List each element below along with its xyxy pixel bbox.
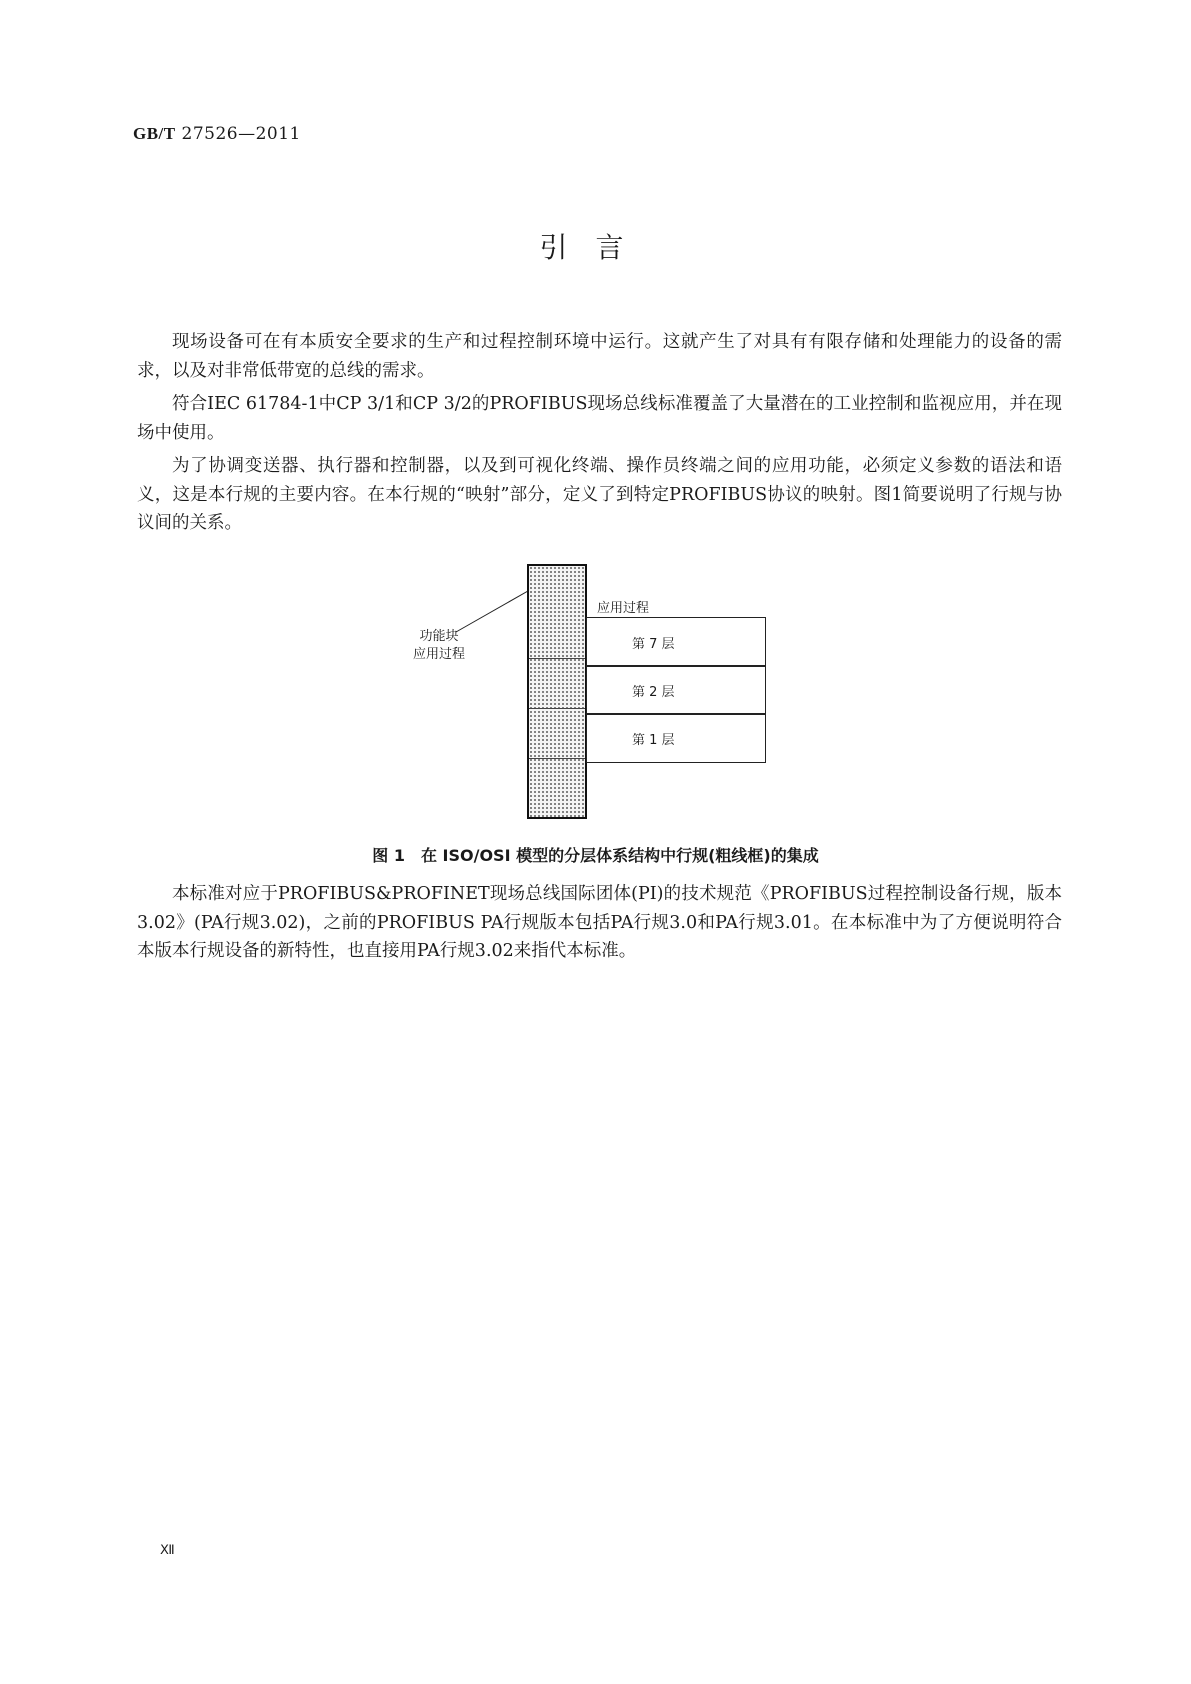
paragraph: 本标准对应于PROFIBUS&PROFINET现场总线国际团体(PI)的技术规范《PROFIBUS过程控制设备行规，版本3.02》(PA行规3.02)，之前的PROFIBUS PA行规版本包括PA行规3.0和PA行规3.01。在本标准中为了方便说明符合本版本行规设备的新特性，也直接用PA行规3.02来指代本标准。 [137,884,1062,961]
profile-column [527,564,587,819]
column-divider [529,708,585,709]
page-title: 引言 [539,231,652,264]
intro-text [137,328,1062,543]
label-function-block [409,628,469,664]
column-divider [529,758,585,759]
page-number: Ⅻ [160,1542,175,1557]
paragraph: 为了协调变送器、执行器和控制器，以及到可视化终端、操作员终端之间的应用功能，必须定义参数的语法和语义，这是本行规的主要内容。在本行规的“映射”部分，定义了到特定PROFIBUS协议的映射。图1简要说明了行规与协议间的关系。 [137,456,1062,533]
label-application-process: 应用过程 [597,601,650,616]
standard-number: 27526—2011 [181,124,301,144]
layer-7-box: 第 7 层 [586,617,766,667]
figure-osi-layers [400,555,800,825]
label-function-block-line1: 功能块 [419,629,459,644]
figure-caption: 图 1 在 ISO/OSI 模型的分层体系结构中行规(粗线框)的集成 [372,846,819,865]
after-text [137,880,1062,971]
paragraph: 现场设备可在有本质安全要求的生产和过程控制环境中运行。这就产生了对具有有限存储和处理能力的设备的需求，以及对非常低带宽的总线的需求。 [137,332,1062,381]
layer-2-box: 第 2 层 [586,665,766,715]
paragraph: 符合IEC 61784-1中CP 3/1和CP 3/2的PROFIBUS现场总线标准覆盖了大量潜在的工业控制和监视应用，并在现场中使用。 [137,394,1062,443]
label-function-block-line2: 应用过程 [412,647,465,662]
layer-1-box: 第 1 层 [586,713,766,763]
standard-prefix: GB/T [133,124,176,143]
column-divider [529,658,585,659]
standard-header [133,124,301,144]
